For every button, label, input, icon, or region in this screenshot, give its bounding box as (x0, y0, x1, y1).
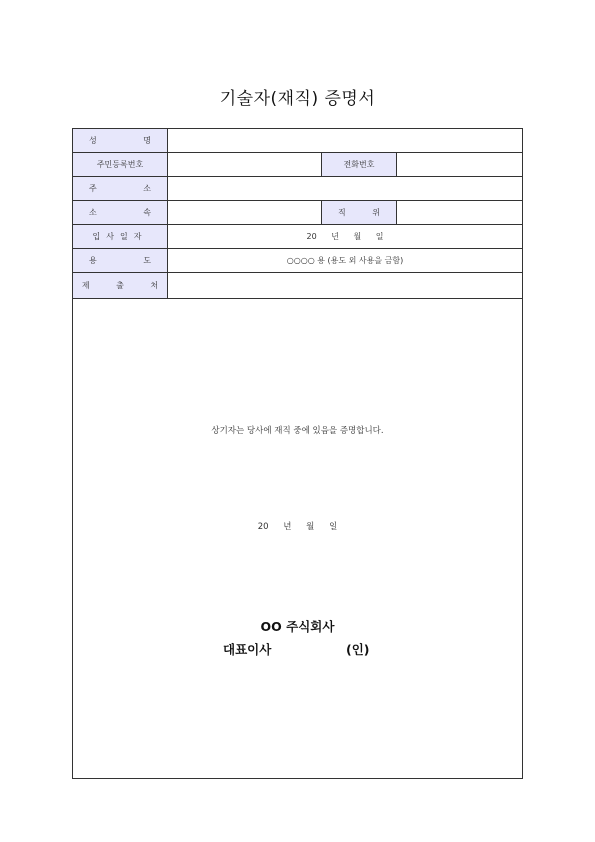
company-name: OO 주식회사 (260, 619, 335, 634)
certification-statement: 상기자는 당사에 재직 중에 있음을 증명합니다. (211, 426, 384, 436)
rrn-label: 주민등록번호 (73, 153, 168, 176)
row-hire-date (73, 225, 522, 249)
hire-date-label: 입사일자 (73, 225, 168, 248)
name-field[interactable] (168, 129, 522, 152)
ceo-title: 대표이사 (223, 642, 272, 657)
affiliation-label: 소 속 (73, 201, 168, 224)
issue-date: 20 년 월 일 (257, 522, 338, 532)
document-title: 기술자(재직) 증명서 (219, 89, 376, 109)
row-submit-to (73, 273, 522, 299)
position-label: 직 위 (321, 201, 397, 224)
certificate-form (72, 128, 523, 779)
row-rrn-phone (73, 153, 522, 177)
phone-label: 전화번호 (321, 153, 397, 176)
row-affiliation-position (73, 201, 522, 225)
address-label: 주 소 (73, 177, 168, 200)
row-purpose (73, 249, 522, 273)
phone-field[interactable] (397, 153, 522, 176)
submit-to-label: 제 출 처 (73, 273, 168, 298)
rrn-field[interactable] (168, 153, 321, 176)
seal-mark: (인) (346, 642, 370, 657)
affiliation-field[interactable] (168, 201, 321, 224)
row-address (73, 177, 522, 201)
submit-to-field[interactable] (168, 273, 522, 298)
position-field[interactable] (397, 201, 522, 224)
address-field[interactable] (168, 177, 522, 200)
name-label: 성 명 (73, 129, 168, 152)
purpose-label: 용 도 (73, 249, 168, 272)
purpose-value[interactable]: ○○○○ 용 (용도 외 사용을 금함) (286, 256, 404, 265)
row-name (73, 129, 522, 153)
hire-date-value[interactable]: 20 년 월 일 (306, 232, 384, 241)
